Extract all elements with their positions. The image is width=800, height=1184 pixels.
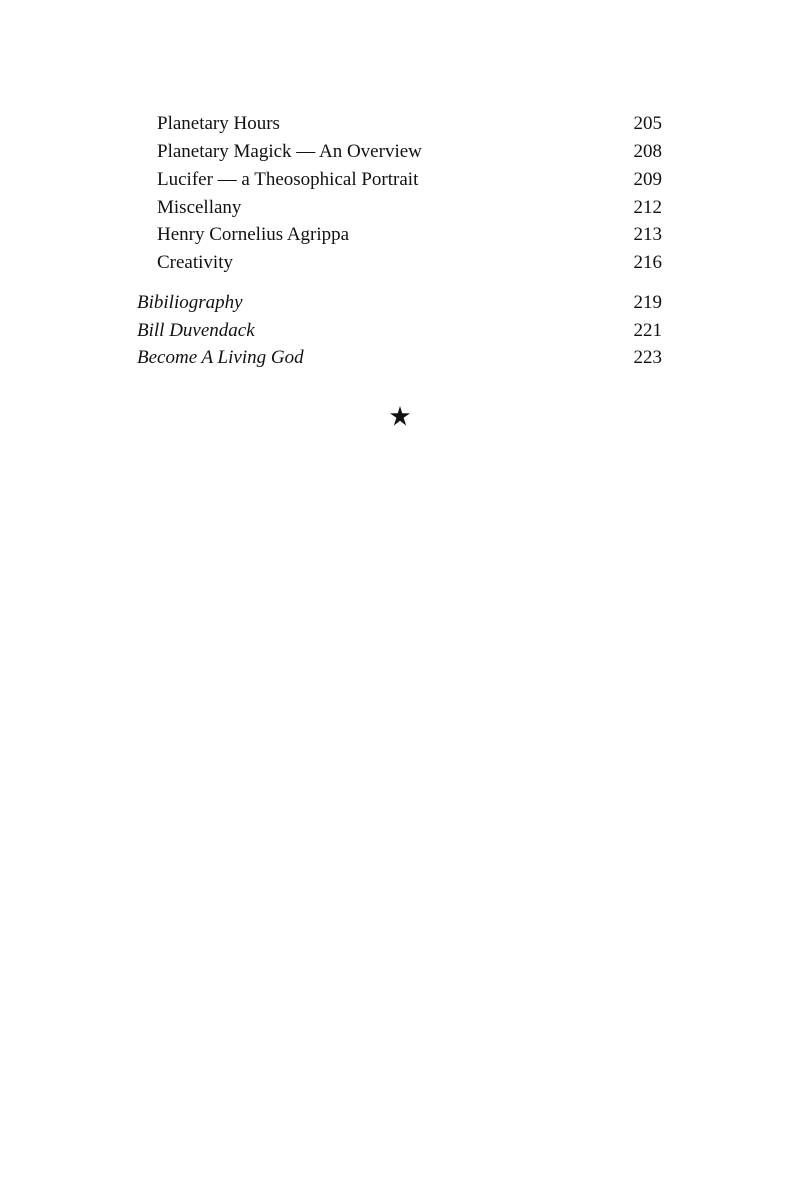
toc-entry-page: 208 — [633, 141, 662, 162]
toc-entry[interactable] — [0, 167, 800, 193]
toc-entry-title: Planetary Hours — [157, 113, 280, 134]
toc-entry-page: 219 — [633, 292, 662, 313]
star-icon — [388, 404, 412, 428]
toc-entry-page: 213 — [633, 224, 662, 245]
toc-entry-page: 216 — [633, 252, 662, 273]
toc-entry[interactable] — [0, 222, 800, 248]
toc-entry-title: Henry Cornelius Agrippa — [157, 224, 350, 245]
toc-entry[interactable] — [0, 345, 800, 371]
toc-entry-page: 209 — [633, 169, 662, 190]
toc-entry-page: 205 — [633, 113, 662, 134]
toc-entry-title: Planetary Magick — An Overview — [157, 141, 422, 162]
toc-entry[interactable] — [0, 195, 800, 221]
toc-entry[interactable] — [0, 318, 800, 344]
toc-entry[interactable] — [0, 111, 800, 137]
toc-entry[interactable] — [0, 139, 800, 165]
toc-entry-page: 223 — [633, 347, 662, 368]
toc-entry-page: 221 — [633, 320, 662, 341]
toc-entry-title: Miscellany — [157, 197, 242, 218]
toc-entry-title: Creativity — [157, 252, 233, 273]
toc-entry[interactable] — [0, 290, 800, 316]
toc-entry-title: Bibiliography — [137, 292, 243, 313]
toc-entry-title: Become A Living God — [137, 347, 304, 368]
toc-entry-page: 212 — [633, 197, 662, 218]
toc-entry-title: Bill Duvendack — [137, 320, 255, 341]
toc-entry[interactable] — [0, 250, 800, 276]
toc-entry-title: Lucifer — a Theosophical Portrait — [157, 169, 419, 190]
